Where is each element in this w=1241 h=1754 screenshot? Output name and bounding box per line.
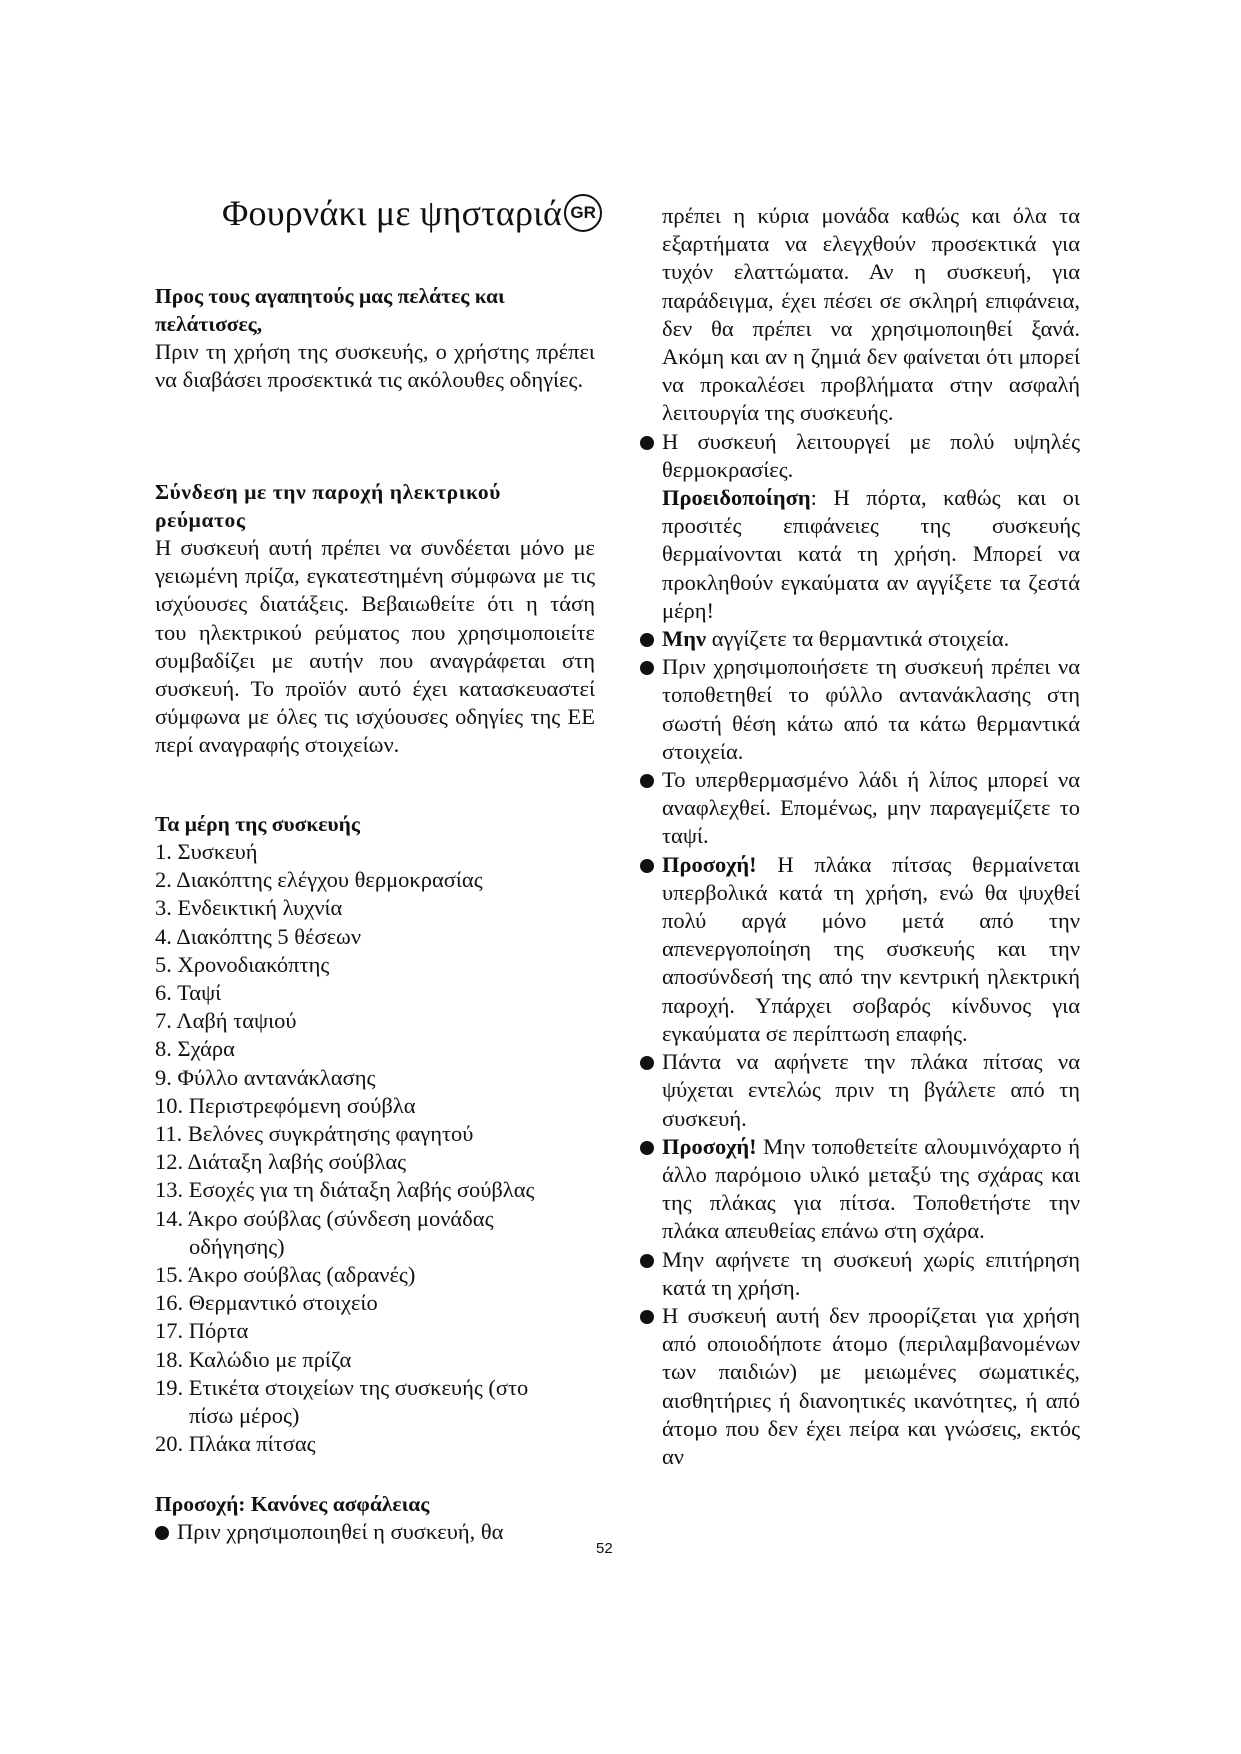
- safety-bullet-2-text: Η συσκευή λειτουργεί με πολύ υψηλές θερμοκρασίες.: [662, 428, 1080, 482]
- bullet-icon: [640, 1310, 654, 1324]
- safety-bullet-6: [640, 851, 1080, 1048]
- list-item: 8. Σχάρα: [155, 1036, 235, 1062]
- bullet-icon: [640, 1056, 654, 1070]
- list-item: 7. Λαβή ταψιού: [155, 1008, 297, 1034]
- safety-bullet-6-bold: Προσοχή!: [662, 851, 757, 877]
- intro-heading: Προς τους αγαπητούς μας πελάτες και πελάτισσες,: [155, 284, 505, 336]
- safety-continued: [640, 202, 1080, 1471]
- safety-bullet-6-text: Η πλάκα πίτσας θερμαίνεται υπερβολικά κατά τη χρήση, ενώ θα ψυχθεί πολύ αργά μόνο μετά από την απενεργοποίηση της συσκευής και την αποσύνδεσή της από την κεντρική ηλεκτρική παροχή. Υπάρχει σοβαρός κίνδυνος για εγκαύματα σε περίπτωση επαφής.: [662, 851, 1080, 1046]
- safety-bullet-7-text: Πάντα να αφήνετε την πλάκα πίτσας να ψύχεται εντελώς πριν τη βγάλετε από τη συσκευή.: [662, 1049, 1080, 1131]
- list-item: 9. Φύλλο αντανάκλασης: [155, 1064, 376, 1090]
- list-item: 13. Εσοχές για τη διάταξη λαβής σούβλας: [155, 1177, 535, 1203]
- list-item: 14. Άκρο σούβλας (σύνδεση μονάδας: [155, 1205, 494, 1231]
- safety-bullet-10: [640, 1302, 1080, 1471]
- parts-heading: Τα μέρη της συσκευής: [155, 812, 360, 836]
- power-section: [155, 478, 595, 760]
- list-item: 5. Χρονοδιακόπτης: [155, 951, 330, 977]
- list-item-continuation: [155, 1233, 595, 1261]
- list-item: 17. Πόρτα: [155, 1318, 249, 1344]
- safety-bullet-9-text: Μην αφήνετε τη συσκευή χωρίς επιτήρηση κατά τη χρήση.: [662, 1246, 1080, 1300]
- bullet-icon: [155, 1526, 169, 1540]
- safety-bullet-3: [640, 625, 1080, 653]
- list-item: 6. Ταψί: [155, 980, 222, 1006]
- bullet-icon: [640, 774, 654, 788]
- intro-section: [155, 282, 595, 394]
- safety-bullet-7: [640, 1048, 1080, 1133]
- list-item: 15. Άκρο σούβλας (αδρανές): [155, 1262, 416, 1288]
- safety-bullet-1-continued: πρέπει η κύρια μονάδα καθώς και όλα τα εξαρτήματα να ελεγχθούν προσεκτικά για τυχόν ελαττώματα. Αν η συσκευή, για παράδειγμα, έχει πέσει σε σκληρή επιφάνεια, δεν θα πρέπει να χρησιμοποιηθεί ξανά. Ακόμη και αν η ζημιά δεν φαίνεται ότι μπορεί να προκαλέσει προβλήματα στην ασφαλή λειτουργία της συσκευής.: [662, 203, 1080, 426]
- page-title: Φουρνάκι με ψησταριά: [222, 193, 563, 233]
- list-item: 16. Θερμαντικό στοιχείο: [155, 1290, 378, 1316]
- safety-bullet-2: [640, 428, 1080, 484]
- bullet-icon: [640, 859, 654, 873]
- page-number: 52: [596, 1540, 613, 1557]
- safety-bullet-4-text: Πριν χρησιμοποιήσετε τη συσκευή πρέπει να τοποθετηθεί το φύλλο αντανάκλασης στη σωστή θέση κάτω από τα κάτω θερμαντικά στοιχεία.: [662, 654, 1080, 764]
- parts-list: [155, 838, 595, 1458]
- safety-bullet-5-text: Το υπερθερμασμένο λάδι ή λίπος μπορεί να αναφλεχθεί. Επομένως, μην παραγεμίζετε το ταψί.: [662, 767, 1080, 849]
- list-item-continuation: [155, 1402, 595, 1430]
- list-item-continuation-text: οδήγησης): [189, 1233, 285, 1259]
- bullet-icon: [640, 436, 654, 450]
- list-item-continuation-text: πίσω μέρος): [189, 1403, 300, 1429]
- power-text: Η συσκευή αυτή πρέπει να συνδέεται μόνο με γειωμένη πρίζα, εγκατεστημένη σύμφωνα με τις ισχύουσες διατάξεις. Βεβαιωθείτε ότι η τάση του ηλεκτρικού ρεύματος που χρησιμοποιείτε συμβαδίζει με αυτήν που αναγράφεται στη συσκευή. Το προϊόν αυτό έχει κατασκευαστεί σύμφωνα με όλες τις ισχύουσες οδηγίες της ΕΕ περί αναγραφής στοιχείων.: [155, 535, 595, 758]
- list-item: 19. Ετικέτα στοιχείων της συσκευής (στο: [155, 1374, 529, 1400]
- warning-label: Προειδοποίηση: [662, 485, 811, 511]
- list-item: 18. Καλώδιο με πρίζα: [155, 1346, 352, 1372]
- safety-bullet-3-text: αγγίζετε τα θερμαντικά στοιχεία.: [706, 626, 1010, 652]
- safety-bullet-4: [640, 653, 1080, 766]
- bullet-icon: [640, 1141, 654, 1155]
- safety-bullet-1-text: Πριν χρησιμοποιηθεί η συσκευή, θα: [177, 1519, 504, 1544]
- safety-bullet-8-bold: Προσοχή!: [662, 1133, 757, 1159]
- power-heading: Σύνδεση με την παροχή ηλεκτρικού ρεύματος: [155, 480, 501, 532]
- list-item: 3. Ενδεικτική λυχνία: [155, 895, 343, 921]
- list-item: 20. Πλάκα πίτσας: [155, 1431, 316, 1457]
- parts-section: [155, 810, 595, 1458]
- safety-bullet-8-text: Μην τοποθετείτε αλουμινόχαρτο ή άλλο παρόμοιο υλικό μεταξύ της σχάρας και της πλάκας για πίτσα. Τοποθετήστε την πλάκα απευθείας επάνω στη σχάρα.: [662, 1133, 1080, 1244]
- title-row: [222, 192, 602, 234]
- bullet-icon: [640, 661, 654, 675]
- safety-bullet-1: [155, 1518, 595, 1546]
- safety-section: [155, 1490, 595, 1546]
- list-item: 11. Βελόνες συγκράτησης φαγητού: [155, 1121, 474, 1147]
- list-item: 4. Διακόπτης 5 θέσεων: [155, 923, 362, 949]
- intro-text: Πριν τη χρήση της συσκευής, ο χρήστης πρέπει να διαβάσει προσεκτικά τις ακόλουθες οδηγίες.: [155, 339, 595, 393]
- list-item: 2. Διακόπτης ελέγχου θερμοκρασίας: [155, 867, 483, 893]
- safety-bullet-5: [640, 766, 1080, 851]
- warning-paragraph: [640, 484, 1080, 625]
- safety-bullet-3-bold: Μην: [662, 626, 707, 652]
- country-badge: GR: [564, 194, 602, 232]
- safety-heading: Προσοχή: Κανόνες ασφάλειας: [155, 1492, 430, 1516]
- safety-bullet-10-text: Η συσκευή αυτή δεν προορίζεται για χρήση από οποιοδήποτε άτομο (περιλαμβανομένων των παιδιών) με μειωμένες σωματικές, αισθητήριες ή διανοητικές ικανότητες, ή από άτομο που δεν έχει πείρα και γνώσεις, εκτός αν: [662, 1302, 1080, 1469]
- warning-text: : Η πόρτα, καθώς και οι προσιτές επιφάνειες της συσκευής θερμαίνονται κατά τη χρήση. Μπορεί να προκληθούν εγκαύματα αν αγγίξετε τα ζεστά μέρη!: [662, 485, 1080, 623]
- list-item: 12. Διάταξη λαβής σούβλας: [155, 1149, 407, 1175]
- bullet-icon: [640, 633, 654, 647]
- list-item: 10. Περιστρεφόμενη σούβλα: [155, 1092, 416, 1118]
- list-item: 1. Συσκευή: [155, 839, 258, 864]
- safety-bullet-8: [640, 1133, 1080, 1246]
- safety-bullet-9: [640, 1246, 1080, 1302]
- bullet-icon: [640, 1254, 654, 1268]
